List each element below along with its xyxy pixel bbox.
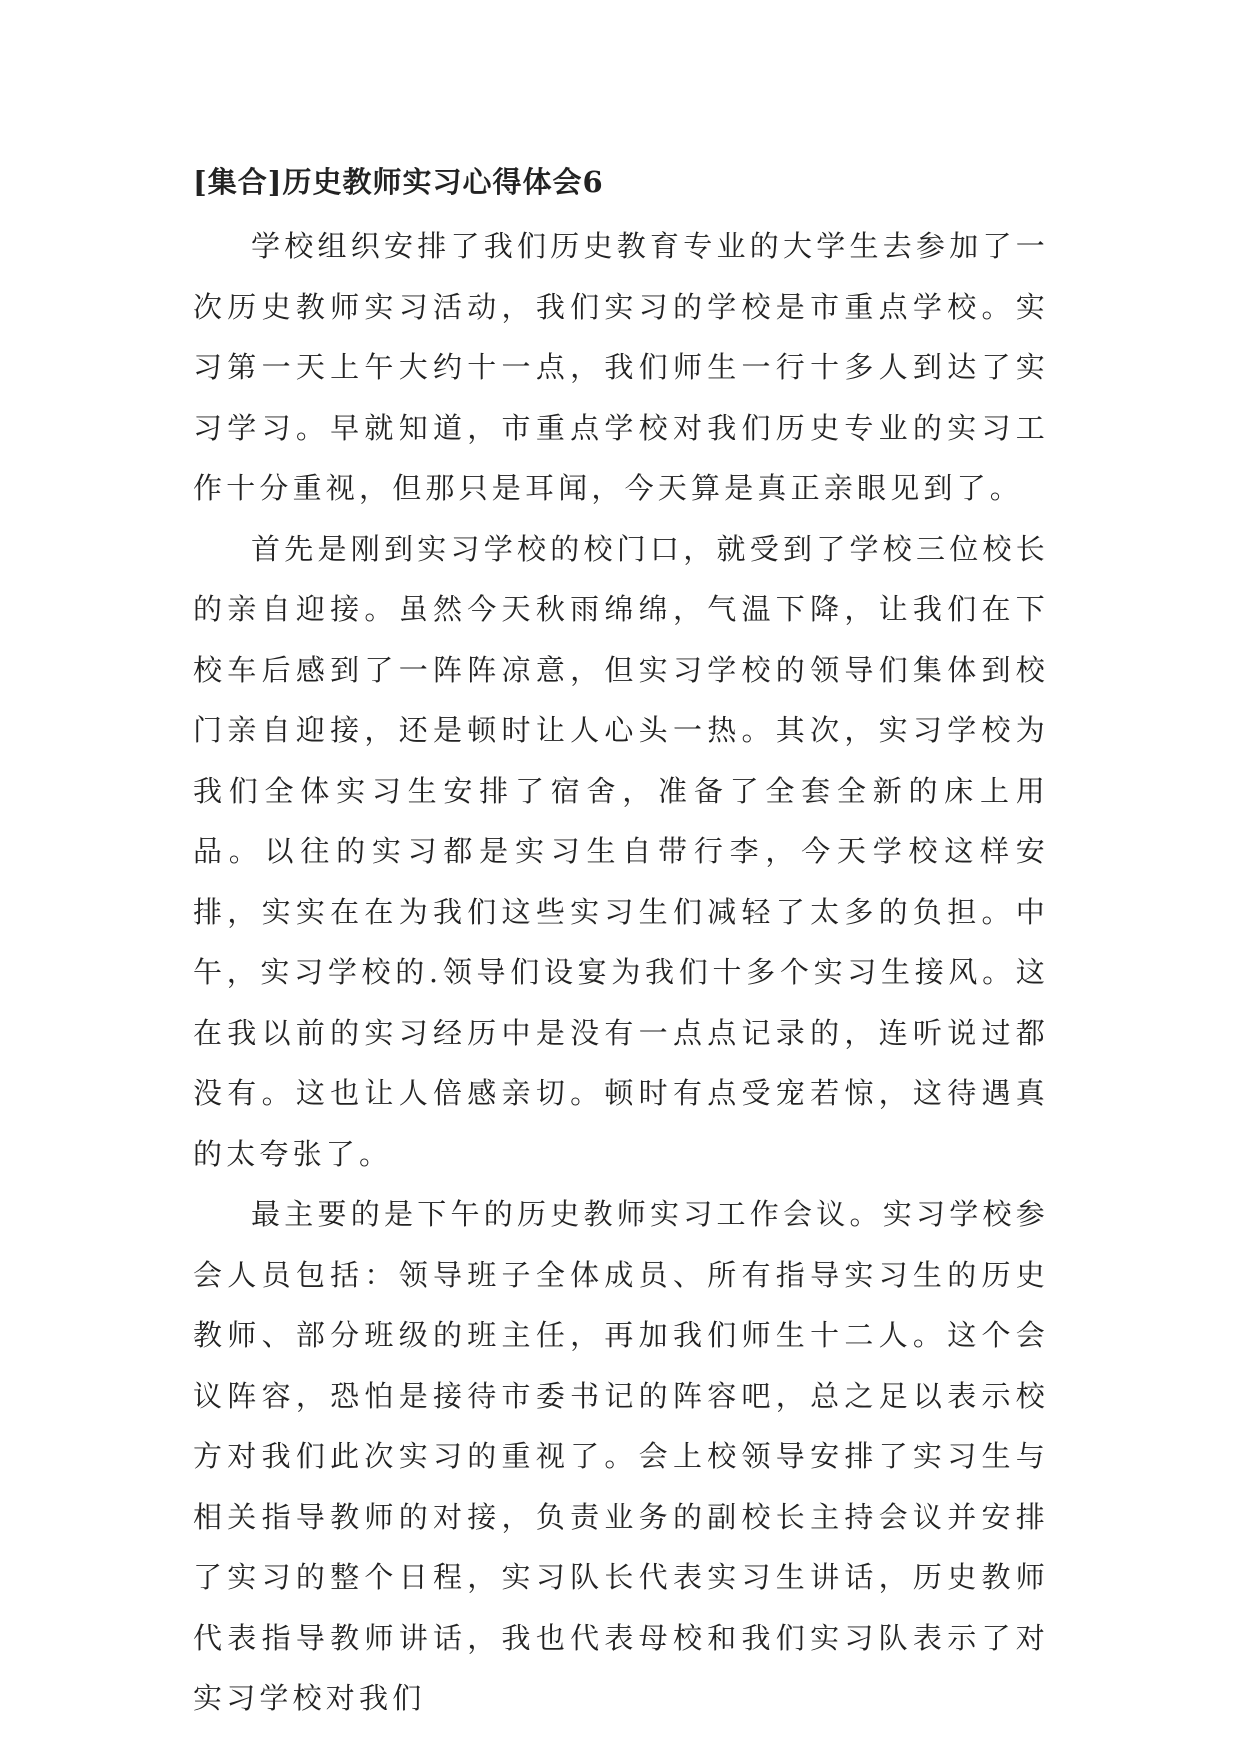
paragraph-1: 学校组织安排了我们历史教育专业的大学生去参加了一次历史教师实习活动，我们实习的学校是市重点学校。实习第一天上午大约十一点，我们师生一行十多人到达了实习学习。早就知道，市重点学校对我们历史专业的实习工作十分重视，但那只是耳闻，今天算是真正亲眼见到了。	[193, 229, 1049, 505]
document-body	[193, 216, 1049, 1729]
paragraph-3: 最主要的是下午的历史教师实习工作会议。实习学校参会人员包括：领导班子全体成员、所有指导实习生的历史教师、部分班级的班主任，再加我们师生十二人。这个会议阵容，恐怕是接待市委书记的阵容吧，总之足以表示校方对我们此次实习的重视了。会上校领导安排了实习生与相关指导教师的对接，负责业务的副校长主持会议并安排了实习的整个日程，实习队长代表实习生讲话，历史教师代表指导教师讲话，我也代表母校和我们实习队表示了对实习学校对我们	[193, 1197, 1049, 1715]
paragraph-2: 首先是刚到实习学校的校门口，就受到了学校三位校长的亲自迎接。虽然今天秋雨绵绵，气温下降，让我们在下校车后感到了一阵阵凉意，但实习学校的领导们集体到校门亲自迎接，还是顿时让人心头一热。其次，实习学校为我们全体实习生安排了宿舍，准备了全套全新的床上用品。以往的实习都是实习生自带行李，今天学校这样安排，实实在在为我们这些实习生们减轻了太多的负担。中午，实习学校的.领导们设宴为我们十多个实习生接风。这在我以前的实习经历中是没有一点点记录的，连听说过都没有。这也让人倍感亲切。顿时有点受宠若惊，这待遇真的太夸张了。	[193, 531, 1049, 1171]
document-title: [集合]历史教师实习心得体会6	[193, 165, 604, 199]
